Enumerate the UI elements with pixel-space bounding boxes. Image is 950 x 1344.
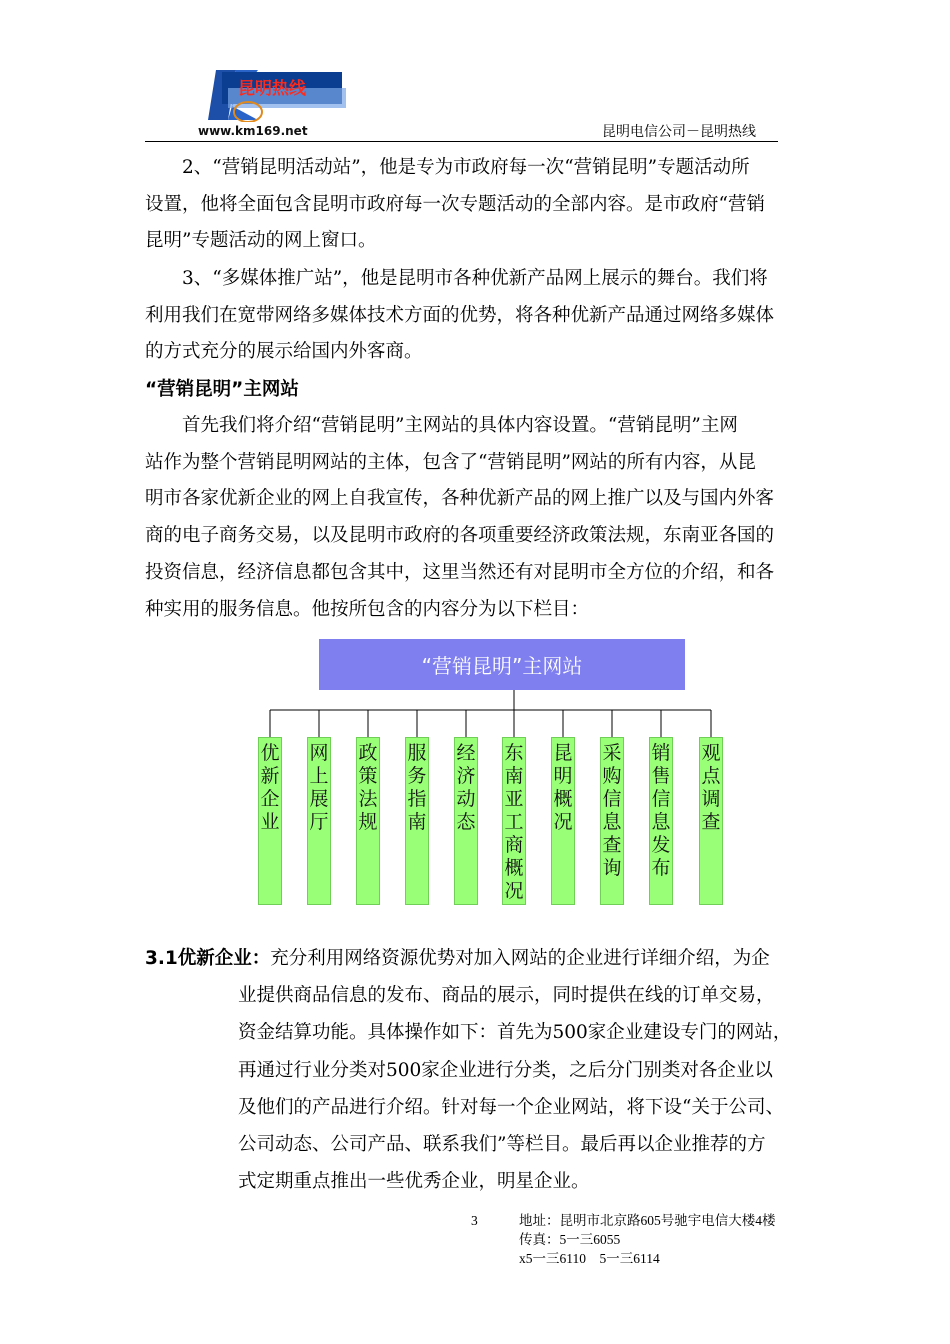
org-chart-node: 服 务 指 南 (405, 737, 429, 905)
section-line: 及他们的产品进行介绍。针对每一个企业网站，将下设“关于公司、 (238, 1096, 784, 1118)
section-line: 资金结算功能。具体操作如下：首先为500家企业建设专门的网站， (238, 1022, 792, 1044)
header-company: 昆明电信公司－昆明热线 (602, 124, 756, 140)
org-chart-node: 优 新 企 业 (258, 737, 282, 905)
footer-contact (519, 1211, 776, 1268)
section-line: 式定期重点推出一些优秀企业，明星企业。 (238, 1171, 590, 1193)
org-chart-node: 网 上 展 厅 (307, 737, 331, 905)
org-chart-node: 政 策 法 规 (356, 737, 380, 905)
org-chart-node: 观 点 调 查 (699, 737, 723, 905)
section-first-line: 充分利用网络资源优势对加入网站的企业进行详细介绍，为企 (270, 948, 770, 969)
org-chart-root: “营销昆明”主网站 (319, 639, 685, 690)
org-chart-node: 采 购 信 息 查 询 (600, 737, 624, 905)
section-3-1-body (238, 977, 791, 1201)
paragraph-line: 设置，他将全面包含昆明市政府每一次专题活动的全部内容。是市政府“营销 (145, 193, 765, 215)
org-chart-node: 经 济 动 态 (454, 737, 478, 905)
page-number: 3 (471, 1213, 478, 1228)
paragraph-line: 首先我们将介绍“营销昆明”主网站的具体内容设置。“营销昆明”主网 (182, 415, 738, 436)
section-title: 优新企业： (177, 948, 271, 969)
paragraph-line: 商的电子商务交易，以及昆明市政府的各项重要经济政策法规，东南亚各国的 (145, 525, 775, 547)
section-3-1-first-line (145, 940, 770, 977)
section-line: 公司动态、公司产品、联系我们”等栏目。最后再以企业推荐的方 (238, 1134, 766, 1156)
section-line: 再通过行业分类对500家企业进行分类，之后分门别类对各企业以 (238, 1059, 773, 1081)
section-number: 3.1 (145, 948, 178, 969)
paragraph-line: 利用我们在宽带网络多媒体技术方面的优势，将各种优新产品通过网络多媒体 (145, 304, 775, 326)
org-chart-node: 昆 明 概 况 (551, 737, 575, 905)
logo-title: 昆明热线 (238, 79, 306, 99)
org-chart-node: 销 售 信 息 发 布 (649, 737, 673, 905)
org-chart-node: 东 南 亚 工 商 概 况 (502, 737, 526, 905)
paragraph-line: 昆明”专题活动的网上窗口。 (145, 230, 377, 252)
paragraph-line: 种实用的服务信息。他按所包含的内容分为以下栏目： (145, 598, 590, 620)
footer-address: 地址：昆明市北京路605号驰宇电信大楼4楼 (519, 1213, 776, 1228)
paragraph-line: 明市各家优新企业的网上自我宣传，各种优新产品的网上推广以及与国内外客 (145, 488, 775, 510)
paragraph-line: 2、“营销昆明活动站”，他是专为市政府每一次“营销昆明”专题活动所 (182, 157, 750, 178)
paragraph-line: 3、“多媒体推广站”，他是昆明市各种优新产品网上展示的舞台。我们将 (182, 268, 768, 289)
paragraph-line: 的方式充分的展示给国内外客商。 (145, 341, 423, 363)
footer-fax: 传真：5一三6055 (519, 1232, 621, 1247)
logo-url: www.km169.net (198, 124, 308, 138)
section-line: 业提供商品信息的发布、商品的展示，同时提供在线的订单交易， (238, 985, 775, 1006)
section-heading: “营销昆明”主网站 (145, 379, 299, 400)
paragraph-line: 站作为整个营销昆明网站的主体，包含了“营销昆明”网站的所有内容，从昆 (145, 451, 756, 473)
paragraph-line: 投资信息，经济信息都包含其中，这里当然还有对昆明市全方位的介绍，和各 (145, 561, 775, 583)
footer-phones: x5一三6110 5一三6114 (519, 1251, 660, 1266)
